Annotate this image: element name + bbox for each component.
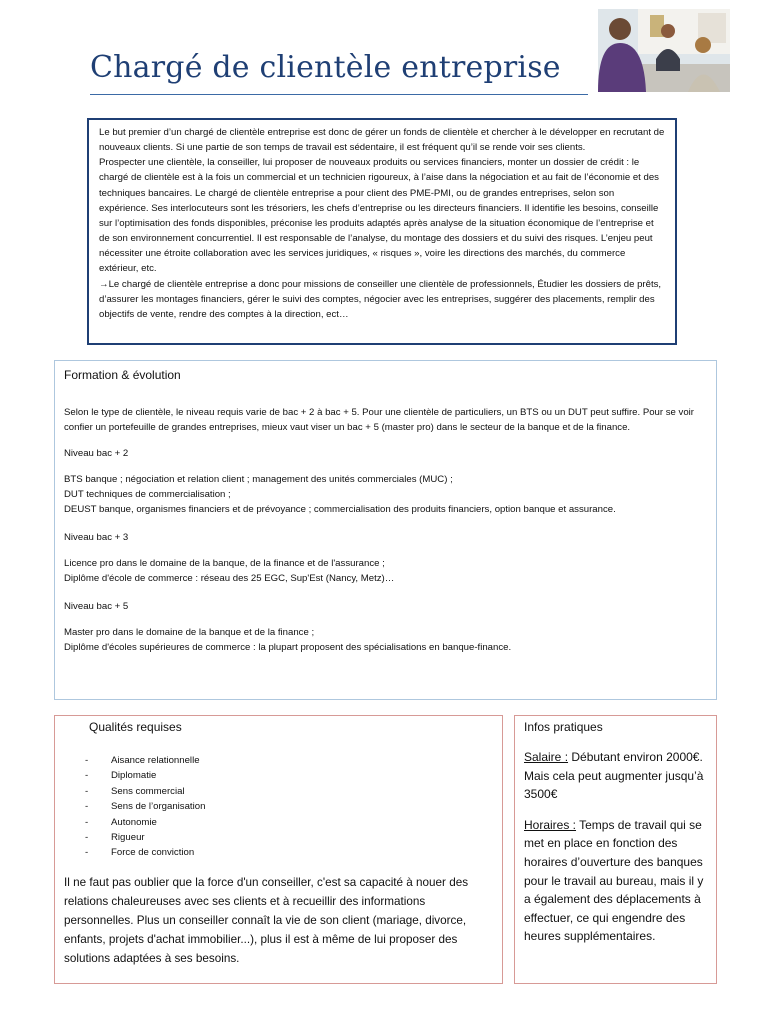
intro-paragraph: →Le chargé de clientèle entreprise a donc pour missions de conseiller une clientèle de professionnels, Étudier les dossiers de prêts, d’assurer les montages financiers, gérer le suivi des comptes, négocier avec les entreprises, suggérer des placements, remplir des objectifs de vente, rendre des comptes à la direction, ect… bbox=[99, 278, 662, 320]
horaires-paragraph bbox=[524, 816, 708, 946]
intro-box bbox=[87, 118, 677, 345]
qualites-note: Il ne faut pas oublier que la force d'un conseiller, c'est sa capacité à nouer des relations chaleureuses avec ses clients et à recueillir des informations personnelles. Plus un conseiller connaît la vie de son client (mariage, divorce, enfants, projets d'achat immobilier...), plus il est à même de lui proposer des solutions adaptées à ses besoins. bbox=[64, 876, 469, 965]
level-item: Diplôme d'écoles supérieures de commerce : la plupart proposent des spécialisations en banque-finance. bbox=[64, 642, 512, 653]
level-item: DUT techniques de commercialisation ; bbox=[64, 489, 231, 500]
level-items bbox=[64, 472, 708, 517]
horaires-text: Temps de travail qui se met en place en fonction des horaires d’ouverture des banques pour le travail au bureau, mais il y a également des déplacements à effectuer, ce qui engendre des heures supplémentaires. bbox=[524, 817, 704, 944]
formation-heading: Formation & évolution bbox=[64, 368, 181, 382]
level-item: Diplôme d'école de commerce : réseau des 25 EGC, Sup'Est (Nancy, Metz)… bbox=[64, 573, 395, 584]
level-items bbox=[64, 556, 708, 586]
salaire-text: Débutant environ 2000€. Mais cela peut augmenter jusqu’à 3500€ bbox=[524, 750, 704, 802]
business-meeting-photo bbox=[598, 9, 730, 92]
level-label: Niveau bac + 2 bbox=[64, 448, 129, 459]
intro-paragraph: Prospecter une clientèle, la conseiller, lui proposer de nouveaux produits ou services financiers, monter un dossier de crédit : le chargé de clientèle est à la fois un commercial et un technicien rigoureux, à l’aise dans la négociation et au fait de l’économie et des techniques bancaires. Le chargé de clientèle entreprise a pour client des PME-PMI, ou de grandes entreprises, selon son expérience. Ses interlocuteurs sont les trésoriers, les chefs d’entreprise ou les directeurs financiers. Il identifie les besoins, conseille sur l’optimisation des fonds disponibles, préconise les produits adaptés après analyse de la situation économique de l’entreprise et de son environnement concurrentiel. Il est responsable de l’analyse, du montage des dossiers et du suivi des risques. L’enjeu peut nécessiter une étroite collaboration avec les services juridiques, « risques », voire les directions des marchés, du commerce extérieur, etc. bbox=[99, 157, 659, 275]
list-item: - Rigueur bbox=[85, 832, 145, 844]
list-item: - Force de conviction bbox=[85, 847, 195, 859]
level-items bbox=[64, 625, 708, 655]
list-item: - Sens commercial bbox=[85, 785, 185, 797]
list-item: - Sens de l’organisation bbox=[85, 801, 206, 813]
list-item: - Aisance relationnelle bbox=[85, 755, 200, 766]
formation-intro: Selon le type de clientèle, le niveau requis varie de bac + 2 à bac + 5. Pour une clientèle de particuliers, un BTS ou un DUT peut suffire. Pour se voir confier un portefeuille de grandes entreprises, mieux vaut viser un bac + 5 (master pro) dans le secteur de la banque et de la finance. bbox=[64, 407, 695, 433]
level-label: Niveau bac + 3 bbox=[64, 532, 129, 543]
infos-box bbox=[514, 715, 717, 984]
salaire-paragraph bbox=[524, 748, 708, 804]
level-item: Licence pro dans le domaine de la banque, de la finance et de l'assurance ; bbox=[64, 558, 385, 569]
qualites-box bbox=[54, 715, 503, 984]
infos-heading: Infos pratiques bbox=[524, 720, 603, 734]
level-label: Niveau bac + 5 bbox=[64, 601, 129, 612]
intro-paragraph: Le but premier d’un chargé de clientèle entreprise est donc de gérer un fonds de clientèle et chercher à le développer en recrutant de nouveaux clients. Si une partie de son temps de travail est sédentaire, il est fréquent qu’il se rende voir ses clients. bbox=[99, 127, 665, 154]
qualites-heading: Qualités requises bbox=[89, 720, 182, 734]
level-item: Master pro dans le domaine de la banque et de la finance ; bbox=[64, 627, 315, 638]
level-item: BTS banque ; négociation et relation client ; management des unités commerciales (MUC) ; bbox=[64, 474, 453, 485]
formation-box bbox=[54, 360, 717, 700]
level-item: DEUST banque, organismes financiers et de prévoyance ; commercialisation des produits financiers, option banque et assurance. bbox=[64, 504, 616, 515]
page-title: Chargé de clientèle entreprise bbox=[90, 50, 561, 85]
list-item: - Diplomatie bbox=[85, 770, 157, 782]
horaires-label: Horaires : bbox=[524, 817, 577, 832]
list-item: - Autonomie bbox=[85, 816, 157, 828]
salaire-label: Salaire : bbox=[524, 750, 569, 764]
qualites-list bbox=[85, 753, 205, 861]
title-divider bbox=[90, 94, 588, 95]
